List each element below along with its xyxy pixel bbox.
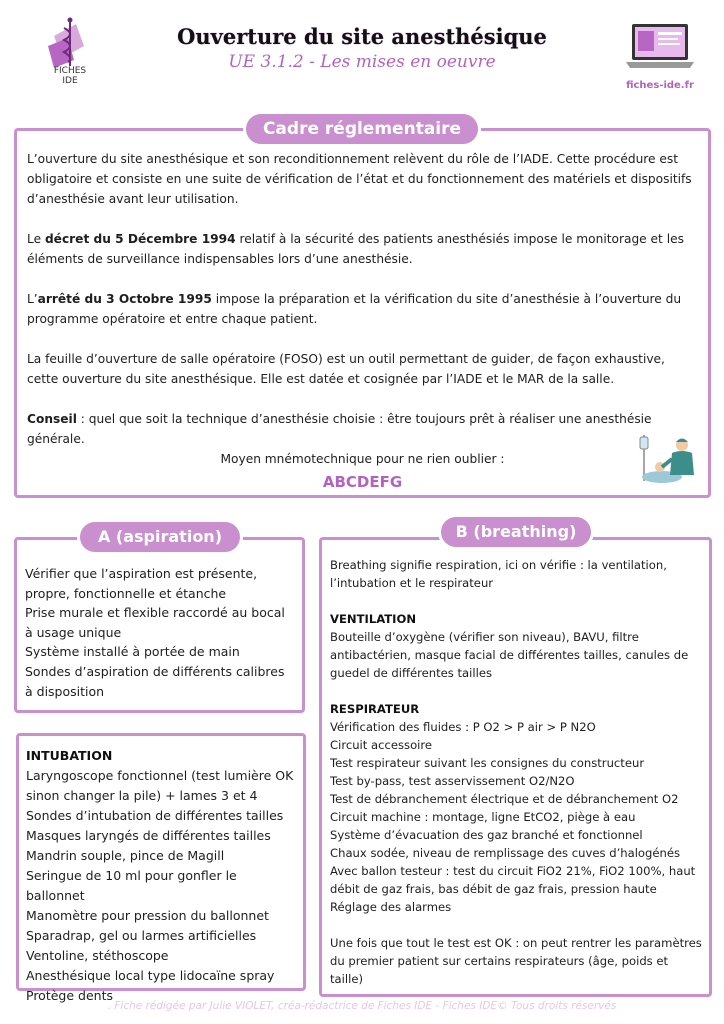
respirateur-item: Circuit accessoire	[330, 738, 433, 752]
mnemo-intro: Moyen mnémotechnique pour ne rien oublier :	[220, 452, 505, 466]
respirateur-item: Chaux sodée, niveau de remplissage des cuves d’halogénés	[330, 846, 681, 860]
cadre-p2-start: Le	[27, 232, 45, 246]
cadre-paragraph-4: La feuille d’ouverture de salle opératoire (FOSO) est un outil permettant de guider, de façon exhaustive, cette ouverture du site anesthésique. Elle est datée et cosignée par l’IADE et le MAR de la salle.	[27, 352, 665, 386]
decret-reference: décret du 5 Décembre 1994	[44, 232, 236, 246]
mnemo-acronym: ABCDEFG	[322, 473, 403, 491]
intubation-box	[16, 733, 306, 1003]
logo-text-line1: FICHES	[53, 66, 87, 76]
intubation-item: Ventoline, stéthoscope	[26, 948, 169, 963]
page-subtitle: UE 3.1.2 - Les mises en oeuvre	[228, 52, 496, 72]
ventilation-text: Bouteille d’oxygène (vérifier son niveau), BAVU, filtre antibactérien, masque facial de différentes tailles, canules de guedel de différentes tailles	[330, 630, 689, 680]
laptop-icon	[624, 22, 696, 70]
breathing-box	[319, 537, 712, 997]
cadre-paragraph-5	[27, 409, 698, 449]
respirateur-item: Circuit machine : montage, ligne EtCO2, piège à eau	[330, 810, 636, 824]
intubation-item: Sparadrap, gel ou larmes artificielles	[26, 928, 257, 943]
respirateur-item: Avec ballon testeur : test du circuit FiO2 21%, FiO2 100%, haut débit de gaz frais, bas débit de gaz frais, pression haute	[330, 864, 696, 896]
cadre-paragraph-1: L’ouverture du site anesthésique et son reconditionnement relèvent du rôle de l’IADE. Cette procédure est obligatoire et consiste en une suite de vérification de l’état et du fonctionnement des matériels et dispositifs d’anesthésie avant leur utilisation.	[27, 152, 692, 206]
cadre-reglementaire-heading: Cadre réglementaire	[246, 114, 478, 144]
cadre-p3-end: impose la préparation et la vérification du site d’anesthésie à l’ouverture du programme opératoire et entre chaque patient.	[27, 292, 682, 326]
aspiration-item: Système installé à portée de main	[25, 644, 240, 660]
respirateur-item: Vérification des fluides : P O2 > P air > P N2O	[330, 720, 596, 734]
aspiration-item: Sondes d’aspiration de différents calibres à disposition	[25, 663, 285, 699]
breathing-heading: B (breathing)	[441, 517, 591, 547]
cadre-reglementaire-box	[14, 128, 711, 498]
breathing-outro: Une fois que tout le test est OK : on peut rentrer les paramètres du premier patient sur certains respirateurs (âge, poids et taille)	[330, 936, 702, 986]
cadre-p3-start: L’	[27, 292, 38, 306]
logo-text-line2: IDE	[62, 76, 78, 86]
cadre-paragraph-3	[27, 289, 698, 329]
aspiration-box	[14, 537, 305, 713]
intubation-item: Manomètre pour pression du ballonnet	[26, 908, 269, 923]
page-title: Ouverture du site anesthésique	[177, 24, 547, 49]
cadre-body	[27, 149, 698, 492]
cadre-paragraph-2	[27, 229, 698, 269]
breathing-intro: Breathing signifie respiration, ici on vérifie : la ventilation, l’intubation et le respirateur	[330, 558, 667, 590]
aspiration-item: Prise murale et flexible raccordé au bocal à usage unique	[25, 605, 285, 640]
intubation-title: INTUBATION	[26, 748, 113, 763]
intubation-item: Sondes d’intubation de différentes tailles	[26, 808, 284, 823]
intubation-item: Protège dents	[26, 988, 113, 1003]
intubation-item: Anesthésique local type lidocaïne spray	[26, 968, 275, 983]
respirateur-item: Réglage des alarmes	[330, 900, 452, 914]
ventilation-title: VENTILATION	[330, 612, 417, 626]
conseil-text: : quel que soit la technique d’anesthésie choisie : être toujours prêt à réaliser une anesthésie générale.	[27, 412, 652, 446]
intubation-item: Seringue de 10 ml pour gonfler le ballonnet	[26, 868, 237, 903]
site-url: fiches-ide.fr	[626, 80, 694, 91]
respirateur-title: RESPIRATEUR	[330, 702, 420, 716]
conseil-label: Conseil	[27, 412, 77, 426]
aspiration-list	[25, 564, 296, 701]
respirateur-item: Test de débranchement électrique et de débranchement O2	[330, 792, 679, 806]
intubation-item: Masques laryngés de différentes tailles	[26, 828, 271, 843]
footer-credits: . Fiche rédigée par Julie VIOLET, créa-rédactrice de Fiches IDE - Fiches IDE© Tous droits réservés	[107, 1000, 617, 1012]
cadre-p2-end: relatif à la sécurité des patients anesthésiés impose le monitorage et les éléments de surveillance indispensables lors d’une anesthésie.	[27, 232, 684, 266]
intubation-list	[26, 746, 299, 1006]
respirateur-item: Test by-pass, test asservissement O2/N2O	[330, 774, 575, 788]
arrete-reference: arrêté du 3 Octobre 1995	[37, 292, 212, 306]
breathing-body	[330, 556, 703, 988]
respirateur-item: Test respirateur suivant les consignes du constructeur	[330, 756, 645, 770]
intubation-item: Laryngoscope fonctionnel (test lumière OK sinon changer la pile) + lames 3 et 4	[26, 768, 294, 803]
aspiration-heading: A (aspiration)	[80, 522, 240, 552]
intubation-item: Mandrin souple, pince de Magill	[26, 848, 225, 863]
aspiration-item: Vérifier que l’aspiration est présente, propre, fonctionnelle et étanche	[25, 566, 258, 601]
respirateur-item: Système d’évacuation des gaz branché et fonctionnel	[330, 828, 643, 842]
nurse-illustration-icon	[638, 431, 698, 487]
